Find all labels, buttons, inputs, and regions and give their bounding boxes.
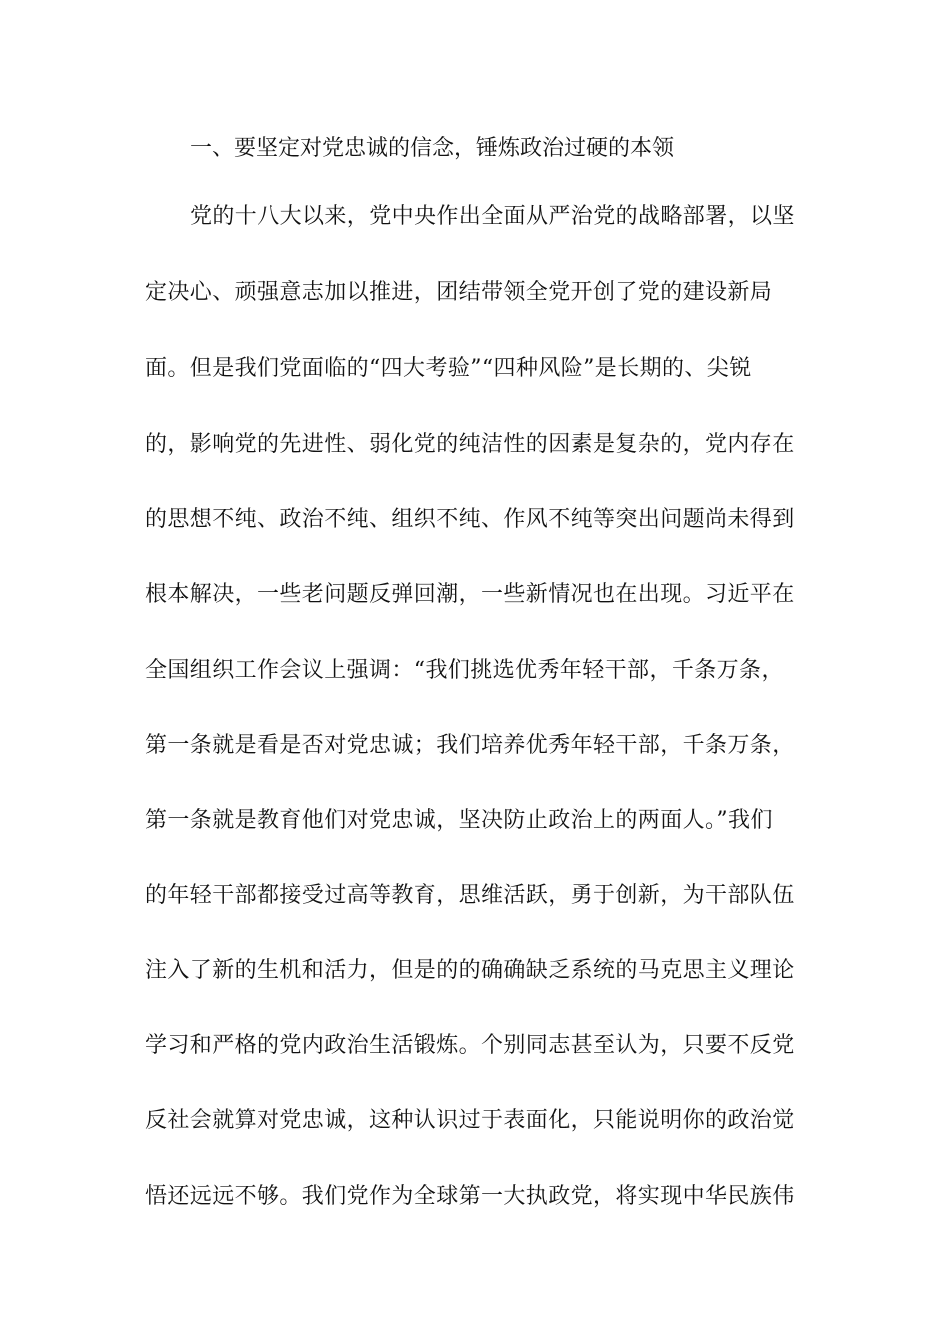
paragraph-line: 面。但是我们党面临的“四大考验”“四种风险”是长期的、尖锐: [145, 356, 752, 381]
paragraph-line: 全国组织工作会议上强调：“我们挑选优秀年轻干部，千条万条，: [145, 658, 784, 683]
paragraph-line: 定决心、顽强意志加以推进，团结带领全党开创了党的建设新局: [145, 280, 773, 305]
paragraph-line: 反社会就算对党忠诚，这种认识过于表面化，只能说明你的政治觉: [145, 1108, 795, 1133]
paragraph-line: 的，影响党的先进性、弱化党的纯洁性的因素是复杂的，党内存在: [145, 432, 795, 457]
paragraph-line: 第一条就是看是否对党忠诚；我们培养优秀年轻干部，千条万条，: [145, 733, 795, 758]
paragraph-line: 学习和严格的党内政治生活锻炼。个别同志甚至认为，只要不反党: [145, 1033, 795, 1058]
paragraph-line: 的年轻干部都接受过高等教育，思维活跃，勇于创新，为干部队伍: [145, 883, 795, 908]
paragraph-line: 悟还远远不够。我们党作为全球第一大执政党，将实现中华民族伟: [145, 1184, 795, 1209]
paragraph-line: 注入了新的生机和活力，但是的的确确缺乏系统的马克思主义理论: [145, 958, 795, 983]
paragraph-line: 党的十八大以来，党中央作出全面从严治党的战略部署，以坚: [190, 204, 795, 229]
section-heading: 一、要坚定对党忠诚的信念，锤炼政治过硬的本领: [190, 136, 675, 161]
paragraph-line: 根本解决，一些老问题反弹回潮，一些新情况也在出现。习近平在: [145, 582, 795, 607]
paragraph-line: 第一条就是教育他们对党忠诚，坚决防止政治上的两面人。”我们: [145, 808, 773, 833]
paragraph-line: 的思想不纯、政治不纯、组织不纯、作风不纯等突出问题尚未得到: [145, 507, 795, 532]
